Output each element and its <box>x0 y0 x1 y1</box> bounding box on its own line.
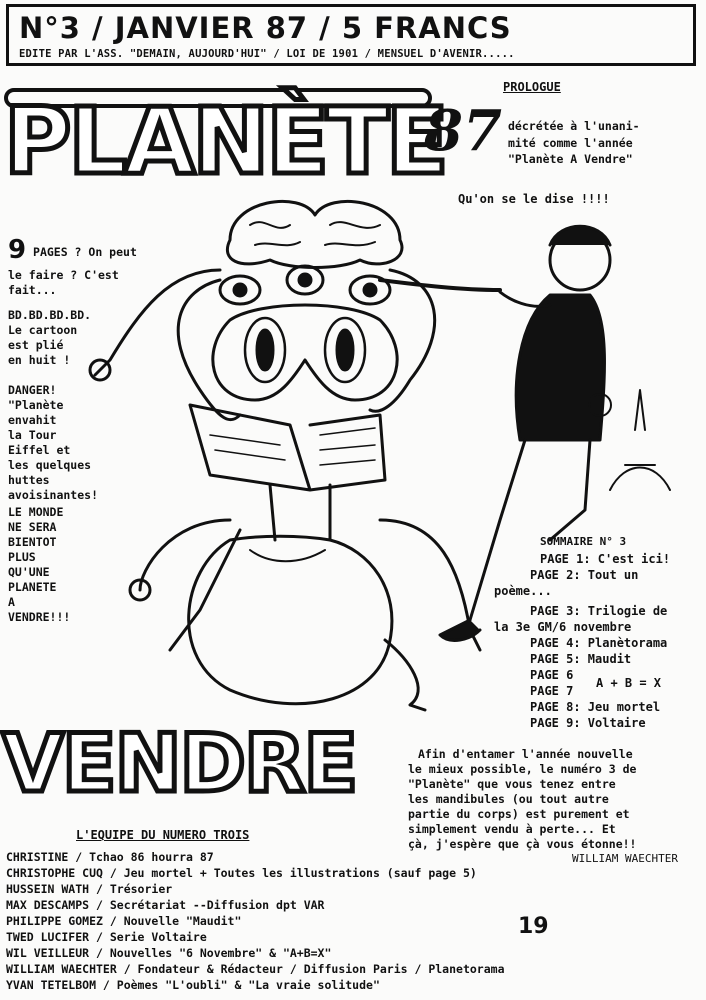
alien-legs <box>140 520 480 650</box>
monde-line: VENDRE!!! <box>8 609 71 624</box>
prologue-line: décrétée à l'unani- <box>508 119 640 133</box>
alien-arm-left <box>95 270 240 420</box>
publisher-line: EDITE PAR L'ASS. "DEMAIN, AUJOURD'HUI" / LOI DE 1901 / MENSUEL D'AVENIR..... <box>19 48 515 60</box>
masthead-vendre: VENDRE <box>2 717 357 810</box>
intro-signature: WILLIAM WAECHTER <box>572 851 678 865</box>
sommaire-line: PAGE 5: Maudit <box>530 652 632 666</box>
issue-line: N°3 / JANVIER 87 / 5 FRANCS <box>19 11 512 45</box>
intro-text <box>408 747 704 866</box>
monde-line: PLANETE <box>8 579 57 594</box>
bd-line: Le cartoon <box>8 322 78 337</box>
sommaire-line: PAGE 8: Jeu mortel <box>530 700 661 714</box>
intro-line: "Planète" que vous tenez entre <box>408 776 616 791</box>
sommaire-line: PAGE 9: Voltaire <box>530 716 646 730</box>
intro-line: partie du corps) est purement et <box>408 806 630 821</box>
monde-line: QU'UNE <box>8 564 50 579</box>
monde-line: LE MONDE <box>8 505 64 519</box>
prologue-tagline: Qu'on se le dise !!!! <box>458 192 610 206</box>
sommaire-line: A + B = X <box>596 676 662 690</box>
sommaire-line: PAGE 6 <box>530 668 574 682</box>
monde-line: PLUS <box>8 549 36 564</box>
danger-line: "Planète <box>8 397 64 412</box>
alien-arm-right <box>370 270 435 411</box>
team-credit: TWED LUCIFER / Serie Voltaire <box>6 930 207 944</box>
prologue-text <box>508 118 698 168</box>
danger-line: les quelques <box>8 457 92 472</box>
alien-face <box>213 305 397 400</box>
team-credit: PHILIPPE GOMEZ / Nouvelle "Maudit" <box>6 914 242 928</box>
team-credit: YVAN TETELBOM / Poèmes "L'oubli" & "La vraie solitude" <box>6 978 380 992</box>
eiffel-tower <box>610 390 670 490</box>
sommaire-line: PAGE 4: Planètorama <box>530 636 668 650</box>
sommaire-line: PAGE 7 <box>530 684 574 698</box>
pages-number: 9 <box>8 235 27 265</box>
masthead-year: 87 <box>424 98 502 164</box>
team-credit: HUSSEIN WATH / Trésorier <box>6 882 173 896</box>
monde-line: NE SERA <box>8 519 57 534</box>
danger-line: DANGER! <box>8 383 57 397</box>
man-body <box>516 295 604 440</box>
intro-line: les mandibules (ou tout autre <box>408 791 609 806</box>
alien-reaching-arm <box>380 280 500 290</box>
prologue-title: PROLOGUE <box>503 80 561 94</box>
monde-line: A <box>8 594 15 609</box>
sommaire-line: PAGE 2: Tout un <box>530 568 639 582</box>
masthead-title: PLANÈTE <box>4 88 446 195</box>
sommaire-line: PAGE 1: C'est ici! <box>540 552 671 566</box>
team-credit: WIL VEILLEUR / Nouvelles "6 Novembre" & "A+B=X" <box>6 946 332 960</box>
team-credit: MAX DESCAMPS / Secrétariat --Diffusion dpt VAR <box>6 898 325 912</box>
danger-line: huttes <box>8 472 50 487</box>
pages-line: PAGES ? On peut <box>26 245 137 259</box>
intro-line: Afin d'entamer l'année nouvelle <box>418 747 633 761</box>
danger-line: la Tour <box>8 427 57 442</box>
intro-line: le mieux possible, le numéro 3 de <box>408 761 637 776</box>
alien-brain <box>227 201 402 267</box>
bd-line: BD.BD.BD.BD. <box>8 308 92 322</box>
team-credit: CHRISTINE / Tchao 86 hourra 87 <box>6 850 214 864</box>
pages-line: fait... <box>8 282 57 297</box>
pages-line: le faire ? C'est <box>8 267 119 282</box>
header-box <box>6 4 696 66</box>
team-title: L'EQUIPE DU NUMERO TROIS <box>76 828 250 842</box>
page-number: 19 <box>518 914 549 939</box>
danger-line: avoisinantes! <box>8 487 99 502</box>
intro-line: simplement vendu à perte... Et <box>408 821 616 836</box>
sommaire-title: SOMMAIRE N° 3 <box>540 535 627 548</box>
danger-line: envahit <box>8 412 57 427</box>
bd-line: en huit ! <box>8 352 71 367</box>
intro-line: çà, j'espère que çà vous étonne!! <box>408 836 637 851</box>
prologue-line: "Planète A Vendre" <box>508 152 633 167</box>
bd-line: est plié <box>8 337 64 352</box>
sommaire-line: poème... <box>494 584 552 598</box>
sommaire-line: PAGE 3: Trilogie de <box>530 604 668 618</box>
prologue-line: mité comme l'année <box>508 135 633 150</box>
team-credit: CHRISTOPHE CUQ / Jeu mortel + Toutes les illustrations (sauf page 5) <box>6 866 477 880</box>
alien-body <box>270 485 330 540</box>
danger-line: Eiffel et <box>8 442 71 457</box>
sommaire-line: la 3e GM/6 novembre <box>494 620 632 634</box>
team-credit: WILLIAM WAECHTER / Fondateur & Rédacteur / Diffusion Paris / Planetorama <box>6 962 505 976</box>
monde-line: BIENTOT <box>8 534 57 549</box>
